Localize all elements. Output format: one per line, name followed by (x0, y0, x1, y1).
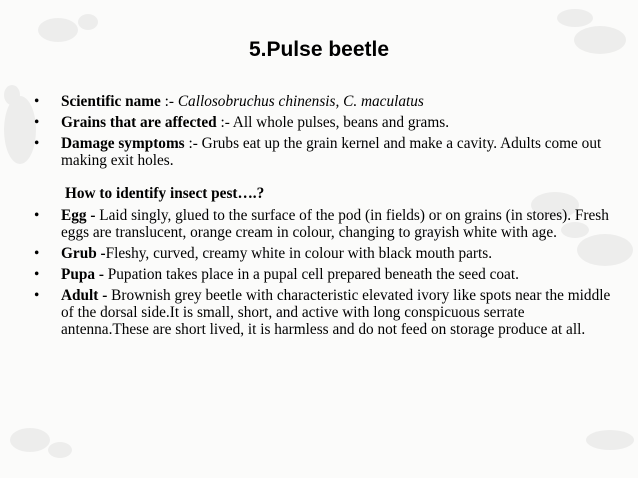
bullet: • (34, 93, 40, 110)
item-separator: :- (216, 114, 233, 131)
beetle-icon (4, 85, 36, 164)
item-label: Adult - (61, 287, 108, 304)
item-label: Scientific name (61, 93, 161, 110)
item-separator: :- (184, 135, 202, 152)
item-separator: :- (160, 93, 178, 110)
item-label: Grub - (61, 245, 106, 262)
item-text: Grubs eat up the grain kernel and make a cavity. Adults come out making exit holes. (61, 135, 602, 169)
list-item-pupa (34, 266, 614, 283)
slide-title: 5.Pulse beetle (248, 38, 390, 61)
bullet: • (34, 207, 40, 224)
item-text: Pupation takes place in a pupal cell prepared beneath the seed coat. (103, 266, 519, 283)
item-text: Brownish grey beetle with characteristic elevated ivory like spots near the middle of the dorsal side.It is small, short, and active with long conspicuous serrate antenna.These are short lived, it is harmless and do not feed on storage produce at all. (61, 287, 611, 338)
item-text: All whole pulses, beans and grams. (232, 114, 450, 131)
item-label: Grains that are affected (61, 114, 217, 131)
list-item-grains-affected (34, 114, 614, 131)
item-label: Damage symptoms (61, 135, 185, 152)
list-item-adult (34, 287, 614, 338)
item-label: Egg - (61, 207, 96, 224)
slide-content (34, 93, 614, 342)
item-text: Callosobruchus chinensis, C. maculatus (177, 93, 424, 110)
item-text: Laid singly, glued to the surface of the pod (in fields) or on grains (in stores). Fresh eggs are translucent, orange cream in colour, changing to grayish white with age. (61, 207, 609, 241)
bullet: • (34, 287, 40, 304)
bullet: • (34, 245, 40, 262)
bullet: • (34, 135, 40, 152)
list-item-scientific-name (34, 93, 614, 110)
item-text: Fleshy, curved, creamy white in colour with black mouth parts. (105, 245, 493, 262)
identify-heading: How to identify insect pest….? (65, 185, 265, 202)
bullet-list-bottom (34, 207, 614, 338)
bullet: • (34, 266, 40, 283)
ant-icon (10, 428, 72, 458)
item-label: Pupa - (61, 266, 104, 283)
list-item-damage-symptoms (34, 135, 614, 169)
bullet-list-top (34, 93, 614, 169)
list-item-grub (34, 245, 614, 262)
dragonfly-icon (586, 430, 634, 450)
list-item-egg (34, 207, 614, 241)
bullet: • (34, 114, 40, 131)
